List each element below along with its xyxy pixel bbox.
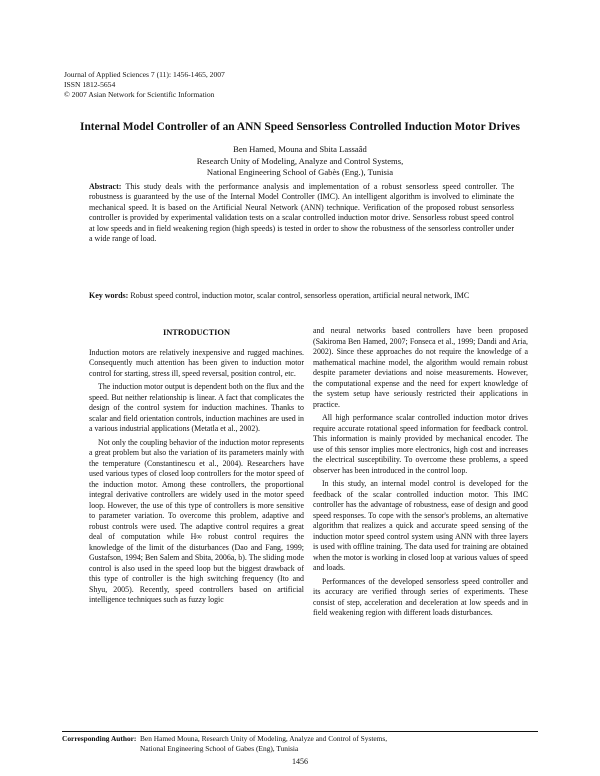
- right-column: [313, 326, 528, 622]
- corresponding-line-1: Ben Hamed Mouna, Research Unity of Modeling, Analyze and Control of Systems,: [140, 734, 388, 743]
- corresponding-line-2: National Engineering School of Gabes (Eng), Tunisia: [140, 743, 299, 753]
- paragraph: and neural networks based controllers have been proposed (Sakiroma Ben Hamed, 2007; Fonseca et al., 1999; Dandi and Aria, 2002). Since these approaches do not require the knowledge of a mathematical machine model, the algorithm would remain robust despite parameter deviations and noise measurements. However, the computational expense and the need for expert knowledge of the system setup have seriously restricted their applications in practice.: [313, 326, 528, 409]
- journal-citation: Journal of Applied Sciences 7 (11): 1456-1465, 2007: [64, 70, 225, 79]
- paragraph: The induction motor output is dependent both on the flux and the speed. But neither relationship is linear. A fact that complicates the design of the control system for induction machines. Thanks to scalar and field orientation controls, induction machines are used in a various industrial applications (Metatla et al., 2002).: [89, 382, 304, 433]
- copyright: © 2007 Asian Network for Scientific Information: [64, 90, 215, 99]
- journal-header: [64, 70, 225, 100]
- paragraph: Induction motors are relatively inexpensive and rugged machines. Consequently much attention has been given to induction motor control for starting, stress ill, speed reversal, position control, etc.: [89, 347, 304, 378]
- keywords-text: Robust speed control, induction motor, scalar control, sensorless operation, artificial neural network, IMC: [130, 291, 470, 300]
- corresponding-label: Corresponding Author:: [62, 734, 137, 743]
- paragraph: In this study, an internal model control is developed for the feedback of the scalar controlled induction motor. This IMC controller has the advantage of robustness, ease of design and good speed responses. To cope with the sensor's problems, an alternative algorithm that realizes a quick and accurate speed sensing of the induction motor speed control system using ANN with three layers is used with offline training. The data used for training are obtained when the motor is working in closed loop at various values of speed and loads.: [313, 479, 528, 572]
- author-block: [40, 144, 560, 179]
- keywords-label: Key words:: [89, 291, 129, 300]
- paragraph: Performances of the developed sensorless speed controller and its accuracy are verified through series of experiments. These consist of step, acceleration and deceleration at low speeds and in field weakening region with different loads disturbances.: [313, 576, 528, 617]
- footnote-divider: [62, 731, 538, 732]
- abstract-text: This study deals with the performance analysis and implementation of a robust sensorless speed controller. The robustness is guaranteed by the use of the Internal Model Controller (IMC). An intelligent algorithm is involved to eliminate the mechanical speed. It is based on the Artificial Neural Network (ANN) technique. Verification of the proposed robust sensorless controller is provided by experimental validation tests on a scalar controlled induction motor drive. Sensorless robust speed control at low speeds and in field weakening region (high speeds) is tested in order to show the robustness of the sensorless controller under a wide range of load.: [89, 182, 515, 244]
- left-column: [89, 326, 304, 609]
- paragraph: All high performance scalar controlled induction motor drives require accurate rotational speed information for feedback control. This information is mainly provided by mechanical encoder. The use of this sensor implies more electronics, high cost and increases the electrical susceptibility. To overcome these problems, a speed observer has been introduced in the control loop.: [313, 413, 528, 475]
- paragraph: Not only the coupling behavior of the induction motor represents a great problem but also the variation of its parameters mainly with the temperature (Constantinescu et al., 2004). Researchers have used various types of closed loop controllers for the motor speed of the induction motor. Among these controllers, the proportional integral derivative controllers are widely used in the motor speed loop. However, the use of this type of controllers is more sensitive to parameter variation. To overcome this problem, adaptive and robust controls were used. The adaptive control requires a great deal of computation while H∞ robust control requires the knowledge of the limit of the disturbances (Dao and Fang, 1999; Gustafson, 1994; Ben Salem and Sbita, 2006a, b). The sliding mode control is also used in the speed loop but the biggest drawback of this type of controller is the high switching frequency (Ito and Shyu, 2005). Recently, speed controllers based on artificial intelligence techniques such as fuzzy logic: [89, 437, 304, 604]
- affiliation-line-2: National Engineering School of Gabès (Eng.), Tunisia: [206, 167, 394, 177]
- author-names: Ben Hamed, Mouna and Sbita Lassaâd: [233, 144, 367, 154]
- section-heading-introduction: INTRODUCTION: [162, 328, 230, 337]
- abstract-label: Abstract:: [89, 182, 122, 191]
- affiliation-line-1: Research Unity of Modeling, Analyze and Control Systems,: [196, 155, 404, 166]
- corresponding-author: [62, 734, 538, 754]
- corresponding-details: [140, 734, 530, 754]
- paper-title: Internal Model Controller of an ANN Speed Sensorless Controlled Induction Motor Drives: [80, 121, 520, 133]
- issn: ISSN 1812-5654: [64, 80, 116, 89]
- keywords: [89, 291, 514, 301]
- page-number: 1456: [292, 757, 308, 766]
- abstract: [89, 182, 514, 244]
